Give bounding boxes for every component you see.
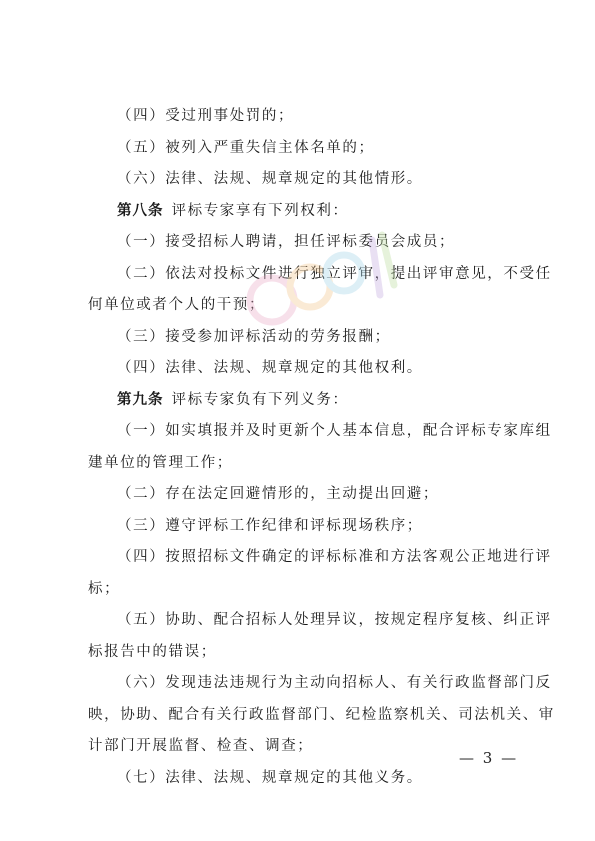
article-number: 第八条 <box>117 202 164 219</box>
list-item: （二）存在法定回避情形的，主动提出回避； <box>117 486 439 502</box>
paragraph-continuation: 计部门开展监督、检查、调查； <box>88 738 314 754</box>
paragraph-continuation: 映，协助、配合有关行政监督部门、纪检监察机关、司法机关、审 <box>88 706 555 723</box>
list-item: （四）法律、法规、规章规定的其他权利。 <box>117 360 423 376</box>
paragraph-continuation: 建单位的管理工作； <box>88 454 233 471</box>
list-item: （三）接受参加评标活动的劳务报酬； <box>117 328 391 345</box>
list-item: （四）受过刑事处罚的； <box>117 108 295 124</box>
article-heading <box>88 196 520 228</box>
article-heading <box>88 385 520 417</box>
list-item: （五）被列入严重失信主体名单的； <box>117 139 375 156</box>
list-item: （五）协助、配合招标人处理异议，按规定程序复核、纠正评 <box>117 612 552 628</box>
paragraph-continuation: 标报告中的错误； <box>88 643 217 660</box>
list-item: （六）法律、法规、规章规定的其他情形。 <box>117 171 423 187</box>
list-item: （三）遵守评标工作纪律和评标现场秩序； <box>117 517 423 534</box>
page-number: — 3 — <box>459 749 519 767</box>
list-item: （六）发现违法违规行为主动向招标人、有关行政监督部门反 <box>117 675 552 691</box>
list-item: （一）接受招标人聘请，担任评标委员会成员； <box>117 234 456 250</box>
list-item: （二）依法对投标文件进行独立评审，提出评审意见，不受任 <box>117 265 552 282</box>
list-item: （一）如实填报并及时更新个人基本信息，配合评标专家库组 <box>117 423 552 439</box>
article-number: 第九条 <box>117 391 164 408</box>
list-item: （四）按照招标文件确定的评标标准和方法客观公正地进行评 <box>117 549 552 565</box>
article-title: 评标专家享有下列权利： <box>171 202 349 219</box>
paragraph-continuation: 标； <box>88 580 121 597</box>
article-title: 评标专家负有下列义务： <box>171 391 349 408</box>
document-body <box>88 101 555 794</box>
paragraph-continuation: 何单位或者个人的干预； <box>88 297 266 313</box>
list-item: （七）法律、法规、规章规定的其他义务。 <box>117 769 423 786</box>
